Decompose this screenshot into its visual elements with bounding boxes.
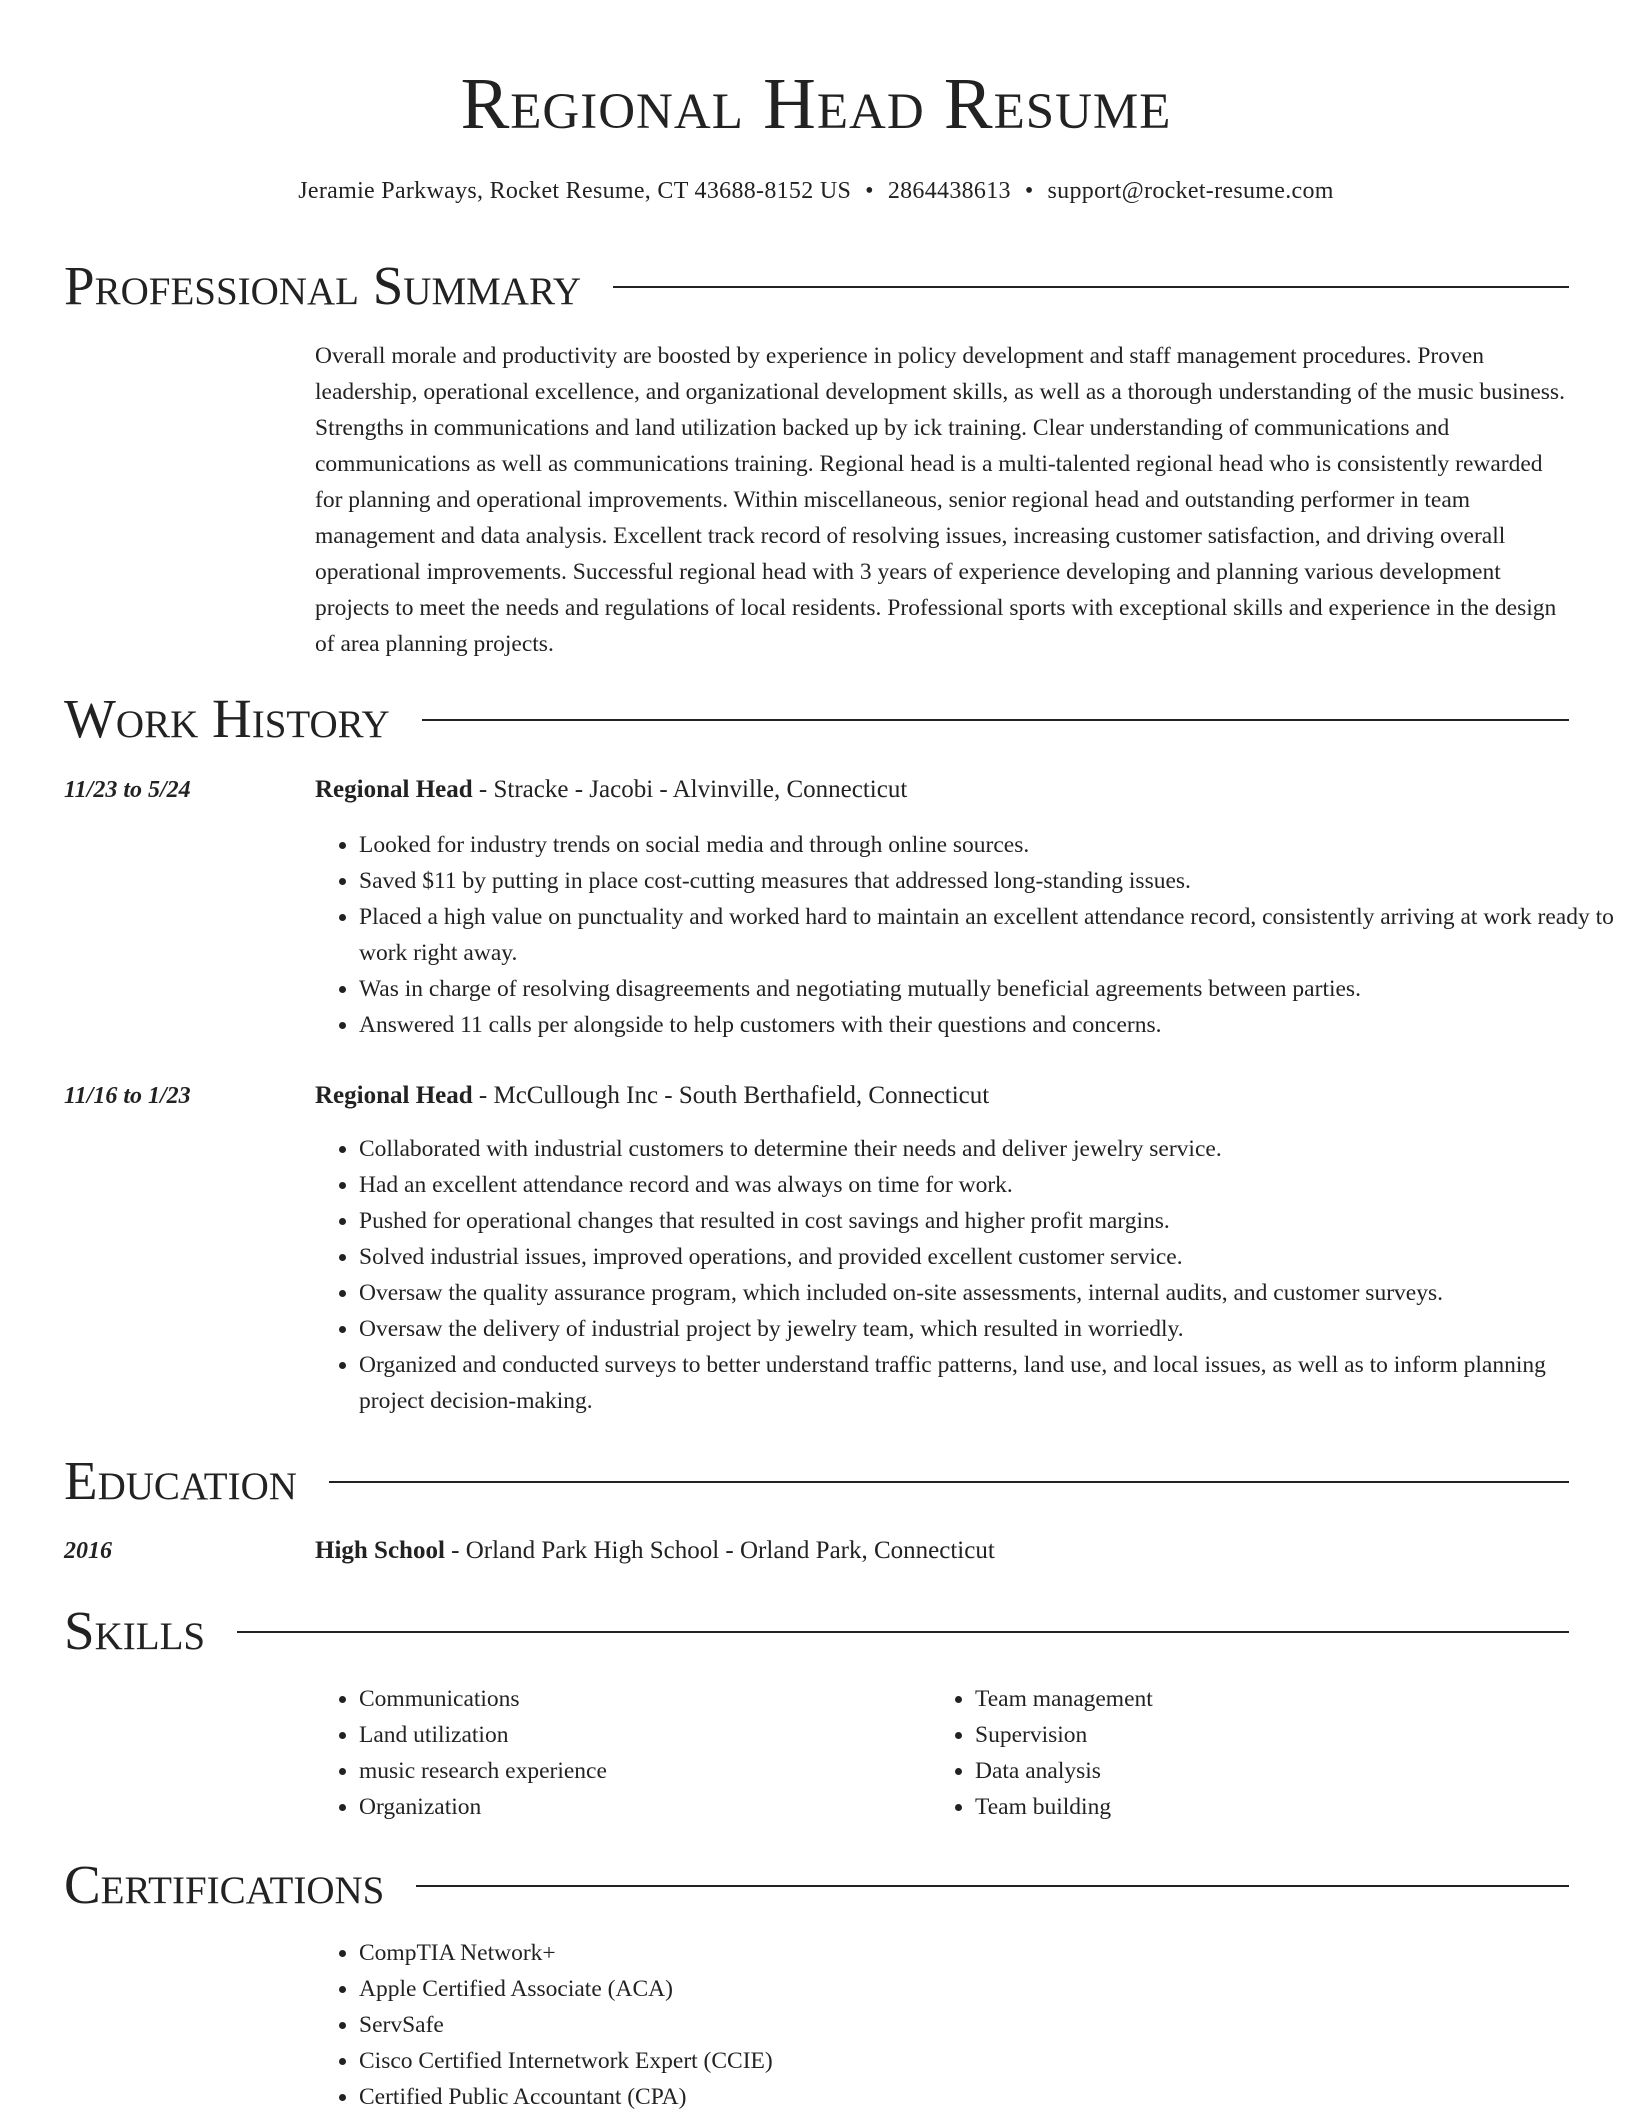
section-heading: Work History [64,688,390,749]
section-skills [64,1596,1569,1666]
certification-item: • ServSafe [359,2007,1615,2043]
section-heading: Education [64,1450,297,1511]
skills-list-right [931,1681,1575,1825]
contact-separator: • [865,178,874,204]
section-education [64,1446,1569,1516]
job-details: - McCullough Inc - South Berthafield, Connecticut [472,1082,990,1109]
section-divider [613,286,1569,288]
section-divider [237,1631,1569,1633]
job-title: Regional Head [315,1082,473,1109]
job-bullet: • Answered 11 calls per alongside to help customers with their questions and concerns. [359,1007,1615,1043]
job-bullet: • Pushed for operational changes that resulted in cost savings and higher profit margins. [359,1203,1615,1239]
education-details: - Orland Park High School - Orland Park, Connecticut [444,1537,995,1564]
contact-email[interactable]: support@rocket-resume.com [1047,178,1334,204]
section-heading: Certifications [64,1854,385,1915]
education-degree: High School [315,1537,445,1564]
job-bullet: • Placed a high value on punctuality and worked hard to maintain an excellent attendance record, consistently arriving at work ready to work right away. [359,899,1615,971]
skill-item: • Data analysis [975,1753,1575,1789]
job-bullet: • Organized and conducted surveys to better understand traffic patterns, land use, and local issues, as well as to inform planning project decision-making. [359,1347,1615,1419]
skills-list-left [315,1681,929,1825]
job-bullet: • Oversaw the quality assurance program, which included on-site assessments, internal audits, and customer surveys. [359,1275,1615,1311]
job-heading [315,1078,989,1114]
job-details: - Stracke - Jacobi - Alvinville, Connecticut [472,776,908,803]
certification-item: • CompTIA Network+ [359,1935,1615,1971]
section-divider [416,1885,1569,1887]
job-bullet: • Saved $11 by putting in place cost-cutting measures that addressed long-standing issues. [359,863,1615,899]
resume-title: Regional Head Resume [460,63,1172,144]
section-professional-summary [64,251,1569,321]
skill-item: • Land utilization [359,1717,929,1753]
job-bullet: • Collaborated with industrial customers to determine their needs and deliver jewelry service. [359,1131,1615,1167]
certification-item: • Cisco Certified Internetwork Expert (CCIE) [359,2043,1615,2079]
education-heading [315,1533,995,1569]
contact-phone: 2864438613 [887,178,1011,204]
section-heading: Skills [64,1600,206,1661]
job-bullets [315,827,1615,1043]
skill-item: • Team building [975,1789,1575,1825]
section-heading: Professional Summary [64,255,582,316]
job-bullet: • Had an excellent attendance record and was always on time for work. [359,1167,1615,1203]
job-title: Regional Head [315,776,473,803]
job-heading [315,772,907,808]
certification-item: • Apple Certified Associate (ACA) [359,1971,1615,2007]
skill-item: • Team management [975,1681,1575,1717]
job-dates: 11/23 to 5/24 [64,777,191,803]
job-bullet: • Looked for industry trends on social media and through online sources. [359,827,1615,863]
job-dates: 11/16 to 1/23 [64,1083,191,1109]
skill-item: • Organization [359,1789,929,1825]
section-divider [329,1481,1569,1483]
certifications-list [315,1935,1615,2115]
job-bullet: • Was in charge of resolving disagreements and negotiating mutually beneficial agreements between parties. [359,971,1615,1007]
contact-address: Jeramie Parkways, Rocket Resume, CT 43688-8152 US [298,178,852,204]
certification-item: • Certified Public Accountant (CPA) [359,2079,1615,2115]
job-bullets [315,1131,1615,1419]
skill-item: • Supervision [975,1717,1575,1753]
skill-item: • Communications [359,1681,929,1717]
job-bullet: • Oversaw the delivery of industrial project by jewelry team, which resulted in worriedly. [359,1311,1615,1347]
summary-text: Overall morale and productivity are boosted by experience in policy development and staff management procedures. Proven leadership, operational excellence, and organizational development skills, as well as a thorough understanding of the music business. Strengths in communications and land utilization backed up by ick training. Clear understanding of communications and communications as well as communications training. Regional head is a multi-talented regional head who is consistently rewarded for planning and operational improvements. Within miscellaneous, senior regional head and outstanding performer in team management and data analysis. Excellent track record of resolving issues, increasing customer satisfaction, and driving overall operational improvements. Successful regional head with 3 years of experience developing and planning various development projects to meet the needs and regulations of local residents. Professional sports with exceptional skills and experience in the design of area planning projects. [315,343,1565,657]
job-bullet: • Solved industrial issues, improved operations, and provided excellent customer service. [359,1239,1615,1275]
education-year: 2016 [64,1538,112,1564]
contact-line [0,175,1632,207]
contact-separator: • [1024,178,1034,204]
skill-item: • music research experience [359,1753,929,1789]
section-certifications [64,1850,1569,1920]
section-work-history [64,684,1569,754]
section-divider [422,719,1569,721]
